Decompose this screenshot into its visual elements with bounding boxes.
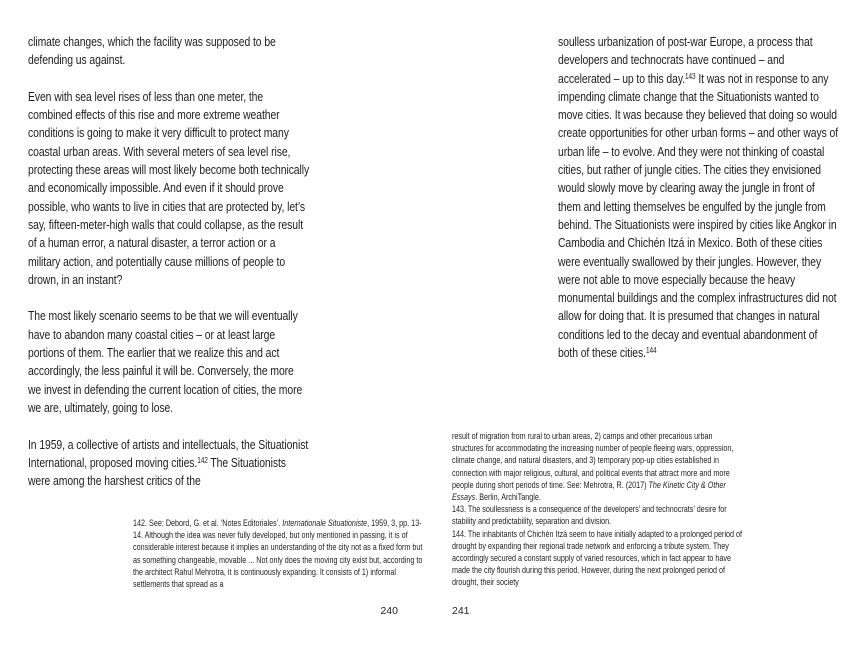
footnote-text: , 1959, 3, pp. 13-14. Although the idea was never fully developed, but only mentioned in passing, it is of considerable interest because it implies an understanding of the city not as a fixed form but as something changeable, movable ... Not only does the moving city exist but, according to the architect Rahul Mehrotra, it is continuously expanding. It consists of 1) informal settlements that spread as a: [133, 518, 423, 590]
body-paragraph: [28, 436, 310, 491]
footnote-text: . Berlin, ArchiTangle.: [475, 492, 541, 503]
right-page-body: [558, 33, 840, 362]
body-paragraph: Even with sea level rises of less than one meter, the combined effects of this rise and more extreme weather conditions is going to make it very difficult to protect many coastal urban areas. With several meters of sea level rise, protecting these areas will most likely become both technically and economically impossible. And even if it should prove possible, who wants to live in cities that are protected by, let’s say, fifteen-meter-high walls that could collapse, as the result of a human error, a natural disaster, a terror action or a military action, and potentially cause millions of people to drown, in an instant?: [28, 88, 310, 287]
page-number-right: 241: [452, 605, 470, 617]
footnote-citation-title: The Kinetic City & Other Essays: [452, 479, 726, 503]
footnote-citation-title: Internationale Situationiste: [282, 518, 368, 528]
body-paragraph: climate changes, which the facility was supposed to be defending us against.: [28, 34, 276, 68]
paragraph-text: The Situationists were among the harshest critics of the: [28, 454, 286, 489]
body-paragraph: [558, 33, 840, 362]
paragraph-text: soulless urbanization of post-war Europe, a process that developers and technocrats have continued – and accelerated – up to this day.: [558, 34, 813, 86]
footnote-142-continued: [452, 430, 745, 503]
paragraph-text: It was not in response to any impending climate change that the Situationists wanted to move cities. It was because they believed that doing so would create opportunities for other urban forms – and other ways of urban life – to evolve. And they were not thinking of coastal cities, but rather of jungle cities. The cities they envisioned would slowly move by clearing away the jungle in front of them and letting themselves be engulfed by the jungle from behind. The Situationists were inspired by cities like Angkor in Cambodia and Chichén Itzá in Mexico. Both of these cities were eventually swallowed by their jungles. However, they were not able to move especially because the heavy monumental buildings and the complex infrastructures did not allow for doing that. It is presumed that changes in natural conditions led to the decay and eventual abandonment of both of these cities.: [558, 70, 839, 361]
body-paragraph: The most likely scenario seems to be that we will eventually have to abandon many coastal cities – or at least large portions of them. The earlier that we realize this and act accordingly, the less painful it will be. Conversely, the more we invest in defending the current location of cities, the more we are, ultimately, going to lose.: [28, 308, 303, 415]
footnote-marker-143: 143: [685, 71, 696, 81]
left-page-footnote: [133, 517, 426, 590]
footnote-142: [133, 517, 426, 590]
footnote-143: 143. The soullessness is a consequence of the developers’ and technocrats’ desire for stability and predictability, separation and division.: [452, 504, 727, 527]
paragraph-text: In 1959, a collective of artists and intellectuals, the Situationist International, proposed moving cities.: [28, 436, 309, 470]
page-number-left: 240: [380, 605, 398, 617]
footnote-marker-142: 142: [197, 456, 208, 466]
right-page-footnotes: [452, 430, 745, 589]
footnote-text: result of migration from rural to urban areas, 2) camps and other precarious urban structures for accommodating the increasing number of people fleeing wars, oppression, climate change, and natural disasters, and 3) temporary pop-up cities established in connection with major religious, cultural, and political events that attract more and more people during short periods of time. See: Mehrotra, R. (2017): [452, 431, 734, 490]
footnote-144: 144. The inhabitants of Chichén Itzá seem to have initially adapted to a prolonged period of drought by expanding their regional trade network and enforcing a tribute system. They accordingly secured a constant supply of varied resources, which in fact appear to have made the city flourish during this period. However, during the next prolonged period of drought, their society: [452, 528, 743, 588]
footnote-marker-144: 144: [645, 346, 657, 356]
footnote-text: 142. See: Debord, G. et al. ‘Notes Editoriales’.: [133, 518, 283, 528]
left-page-body: [28, 33, 310, 490]
